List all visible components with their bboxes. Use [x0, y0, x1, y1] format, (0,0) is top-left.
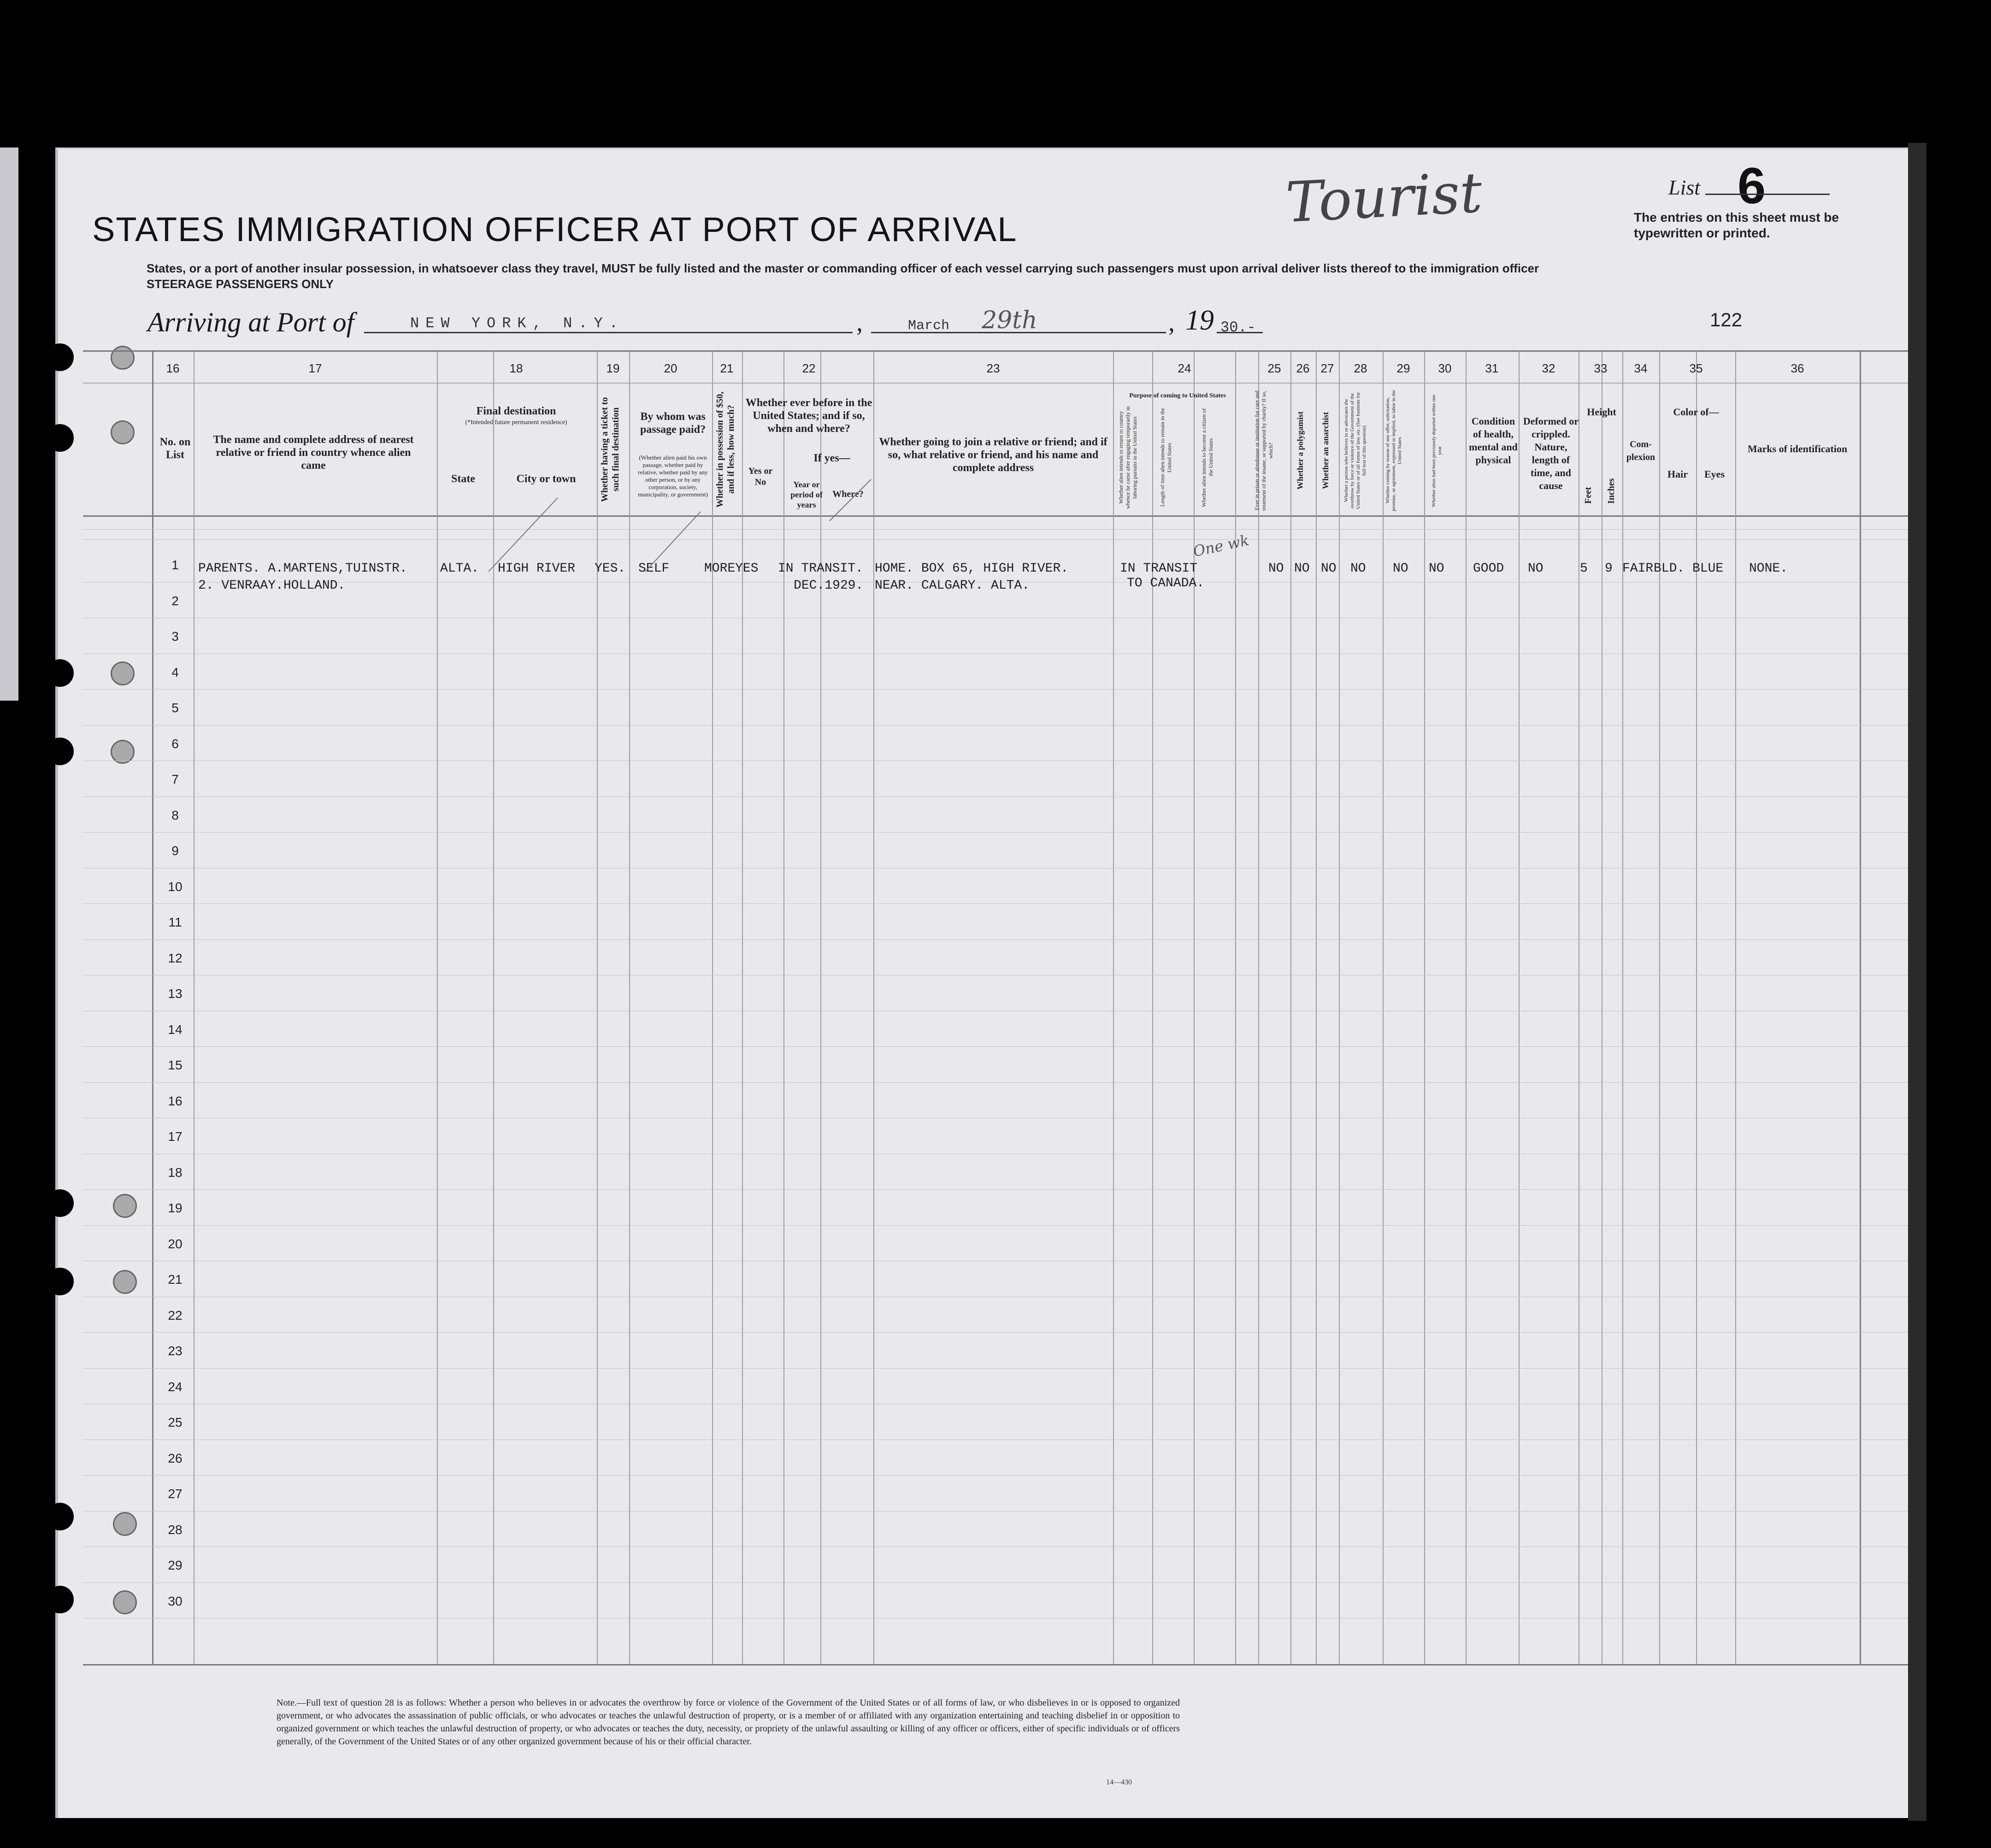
row-number: 1: [171, 558, 179, 572]
column-number: 16: [166, 361, 180, 375]
header-passage-note: (Whether alien paid his own passage, whether paid by relative, whether paid by any other person, or by any corporation, society, municipality, or government): [638, 454, 708, 498]
list-number: 6: [1738, 158, 1766, 214]
header-possession: Whether in possession of $50, and if less, how much?: [715, 391, 736, 508]
header-if-yes: If yes—: [813, 452, 850, 464]
column-number: 27: [1320, 361, 1334, 375]
entry-q25: NO: [1268, 561, 1284, 576]
column-number: 32: [1542, 361, 1555, 375]
column-number: 31: [1485, 361, 1499, 375]
header-hair: Hair: [1667, 468, 1688, 480]
row-number: 20: [168, 1236, 183, 1251]
row-number: 27: [168, 1487, 183, 1501]
header-q29: Whether coming by reason of any offer, solicitation, promise, or agreement, expressed or implied, to labor in the United States: [1385, 390, 1402, 511]
header-q25: Ever in prison or almshouse or institution for care and treatment of the insane, or supported by charity? If so, which?: [1254, 390, 1274, 511]
header-inches: Inches: [1606, 478, 1616, 504]
column-number: 34: [1634, 361, 1648, 375]
header-purpose: Purpose of coming to United States: [1129, 392, 1226, 399]
header-state: State: [451, 473, 475, 485]
header-relative: The name and complete address of nearest relative or friend in country whence alien came: [213, 434, 414, 472]
entry-q28: NO: [1350, 561, 1366, 576]
header-yes-no: Yes or No: [748, 466, 773, 487]
row-number: 29: [168, 1558, 183, 1572]
header-marks: Marks of identification: [1747, 443, 1848, 455]
header-joining: Whether going to join a relative or friend; and if so, what relative or friend, and his name and complete address: [879, 436, 1107, 474]
column-number: 21: [720, 361, 734, 375]
header-ticket: Whether having a ticket to such final destination: [600, 397, 621, 502]
entry-hair: BLD.: [1654, 561, 1685, 576]
header-q27: Whether an anarchist: [1321, 412, 1330, 490]
column-number: 19: [606, 361, 620, 375]
entry-ticket: YES.: [595, 561, 626, 576]
header-city: City or town: [516, 473, 576, 485]
row-number: 30: [168, 1594, 183, 1608]
comma: ,: [1168, 308, 1175, 337]
column-number: 25: [1267, 361, 1281, 375]
year-prefix: 19: [1185, 305, 1214, 336]
row-number: 14: [168, 1022, 183, 1037]
typewritten-note: The entries on this sheet must be typewritten or printed.: [1634, 210, 1839, 240]
header-purpose-length: Length of time alien intends to remain in the United States: [1159, 408, 1172, 507]
footnote-question-28: Note.—Full text of question 28 is as follows: Whether a person who believes in or advocates the overthrow by force or violence of the Government of the United States or of all forms of law, or who disbelieves in or is opposed to organized government, or who advocates the assassination of public officials, or who advocates or teaches the unlawful destruction of property, or is a member of or affiliated with any organization entertaining and teaching disbelief in or opposition to organized government or which teaches the unlawful destruction of property, or who advocates or teaches the duty, necessity, or propriety of the unlawful assaulting or killing of any officer or officers, either of specific individuals or of officers generally, of the Government of the United States or of any other organized government because of his or their official character.: [277, 1698, 1180, 1747]
entry-inches: 9: [1605, 561, 1613, 576]
entry-when-line2: DEC.1929.: [794, 579, 864, 593]
row-number: 16: [168, 1093, 183, 1108]
row-number: 9: [171, 844, 179, 858]
column-number: 17: [308, 361, 322, 375]
column-number: 26: [1296, 361, 1310, 375]
header-no-on-list: No. on List: [159, 436, 191, 461]
year-value: 30.-: [1220, 319, 1256, 336]
column-number: 18: [509, 361, 523, 375]
row-number: 28: [168, 1522, 183, 1537]
row-number: 12: [168, 951, 183, 965]
column-number: 33: [1594, 361, 1608, 375]
row-number: 4: [171, 665, 179, 679]
entry-passage: SELF: [638, 561, 670, 576]
handwritten-class-annotation: Tourist: [1284, 160, 1484, 236]
entry-q26: NO: [1294, 561, 1310, 576]
entry-marks: NONE.: [1749, 561, 1788, 576]
entry-ever-before: YES: [735, 561, 759, 576]
entry-q30: NO: [1429, 561, 1444, 576]
row-number: 22: [168, 1308, 183, 1323]
column-number: 23: [986, 361, 1000, 375]
row-number: 3: [171, 629, 179, 644]
header-q30: Whether alien had been previously deported within one year: [1431, 394, 1443, 507]
entry-when-line1: IN TRANSIT.: [778, 561, 863, 576]
header-complexion: Com-plexion: [1626, 439, 1655, 462]
entry-relative-line2: 2. VENRAAY.HOLLAND.: [198, 579, 346, 593]
header-purpose-citizen: Whether alien intends to become a citizen of the United States: [1201, 408, 1214, 507]
comma: ,: [856, 308, 863, 337]
column-number: 29: [1396, 361, 1410, 375]
form-title: STATES IMMIGRATION OFFICER AT PORT OF ARRIVAL: [92, 210, 1018, 248]
entry-state: ALTA.: [440, 561, 479, 576]
form-number: 14—430: [1106, 1778, 1132, 1786]
row-number: 26: [168, 1451, 183, 1465]
entry-purpose-line1: IN TRANSIT: [1120, 561, 1198, 576]
row-number: 21: [168, 1272, 183, 1287]
entry-feet: 5: [1580, 561, 1588, 576]
header-q26: Whether a polygamist: [1296, 411, 1305, 490]
row-number: 6: [171, 736, 179, 751]
entry-deformed: NO: [1528, 561, 1543, 576]
row-number: 17: [168, 1129, 183, 1144]
header-passage: By whom was passage paid?: [640, 411, 706, 436]
entry-condition: GOOD: [1473, 561, 1504, 576]
column-number: 24: [1178, 361, 1191, 375]
instructions-text: States, or a port of another insular possession, in whatsoever class they travel, MUST be fully listed and the master or commanding officer of each vessel carrying such passengers must upon arrival deliver lists thereof to the immigration officer: [147, 261, 1539, 275]
row-number: 11: [168, 915, 182, 929]
row-number: 8: [171, 808, 179, 822]
header-ever-before: Whether ever before in the United States; and if so, when and where?: [745, 397, 872, 435]
entry-joining-line1: HOME. BOX 65, HIGH RIVER.: [875, 561, 1069, 576]
row-number: 24: [168, 1379, 183, 1394]
entry-q29: NO: [1393, 561, 1408, 576]
header-where: Where?: [832, 489, 864, 499]
column-number: 30: [1438, 361, 1452, 375]
arriving-label: Arriving at Port of: [147, 307, 354, 337]
row-number: 25: [168, 1415, 183, 1429]
list-label: List: [1668, 176, 1701, 199]
steerage-label: STEERAGE PASSENGERS ONLY: [147, 277, 334, 291]
row-number: 15: [168, 1058, 183, 1072]
column-number: 35: [1689, 361, 1703, 375]
header-eyes: Eyes: [1704, 468, 1725, 480]
row-number: 13: [168, 986, 183, 1001]
entry-complexion: FAIR: [1622, 561, 1654, 576]
row-number: 5: [171, 701, 179, 715]
column-number: 22: [802, 361, 816, 375]
header-year-period: Year or period of years: [790, 480, 823, 509]
page-number: 122: [1710, 309, 1743, 331]
port-value: NEW YORK, N.Y.: [410, 315, 624, 332]
entry-money: MORE: [704, 561, 736, 576]
entry-q27: NO: [1321, 561, 1337, 576]
row-number: 7: [171, 772, 179, 786]
entry-purpose-line2: TO CANADA.: [1127, 576, 1205, 590]
column-number: 36: [1791, 361, 1804, 375]
entry-relative-line1: PARENTS. A.MARTENS,TUINSTR.: [198, 561, 407, 576]
header-height: Height: [1587, 406, 1616, 418]
header-feet: Feet: [1583, 487, 1593, 504]
row-number: 2: [171, 593, 179, 608]
entry-city: HIGH RIVER: [498, 561, 576, 576]
entry-purpose-handwritten: One wk: [1191, 531, 1251, 561]
month-value: March: [908, 318, 950, 334]
header-condition: Condition of health, mental and physical: [1469, 415, 1518, 466]
column-number: 20: [664, 361, 677, 375]
entry-eyes: BLUE: [1692, 561, 1724, 576]
column-number: 28: [1354, 361, 1367, 375]
row-number: 19: [168, 1201, 183, 1215]
day-value: 29th: [982, 307, 1037, 334]
row-number: 23: [168, 1344, 183, 1358]
row-number: 18: [168, 1165, 183, 1180]
header-q28: Whether a person who believes in or advocates the overthrow by force or violence of the Government of the United States or of all forms of law, etc. (See footnote for full text of this question): [1343, 392, 1367, 509]
header-final-destination: Final destination: [476, 405, 556, 417]
entry-joining-line2: NEAR. CALGARY. ALTA.: [875, 579, 1030, 593]
header-final-destination-note: (*Intended future permanent residence): [465, 419, 567, 426]
header-purpose-return: Whether alien intends to return to country whence he came after engaging temporarily in laboring pursuits in the United States: [1118, 406, 1138, 509]
header-color-of: Color of—: [1673, 406, 1719, 418]
row-number: 10: [168, 879, 183, 894]
header-deformed: Deformed or crippled. Nature, length of time, and cause: [1523, 415, 1579, 491]
